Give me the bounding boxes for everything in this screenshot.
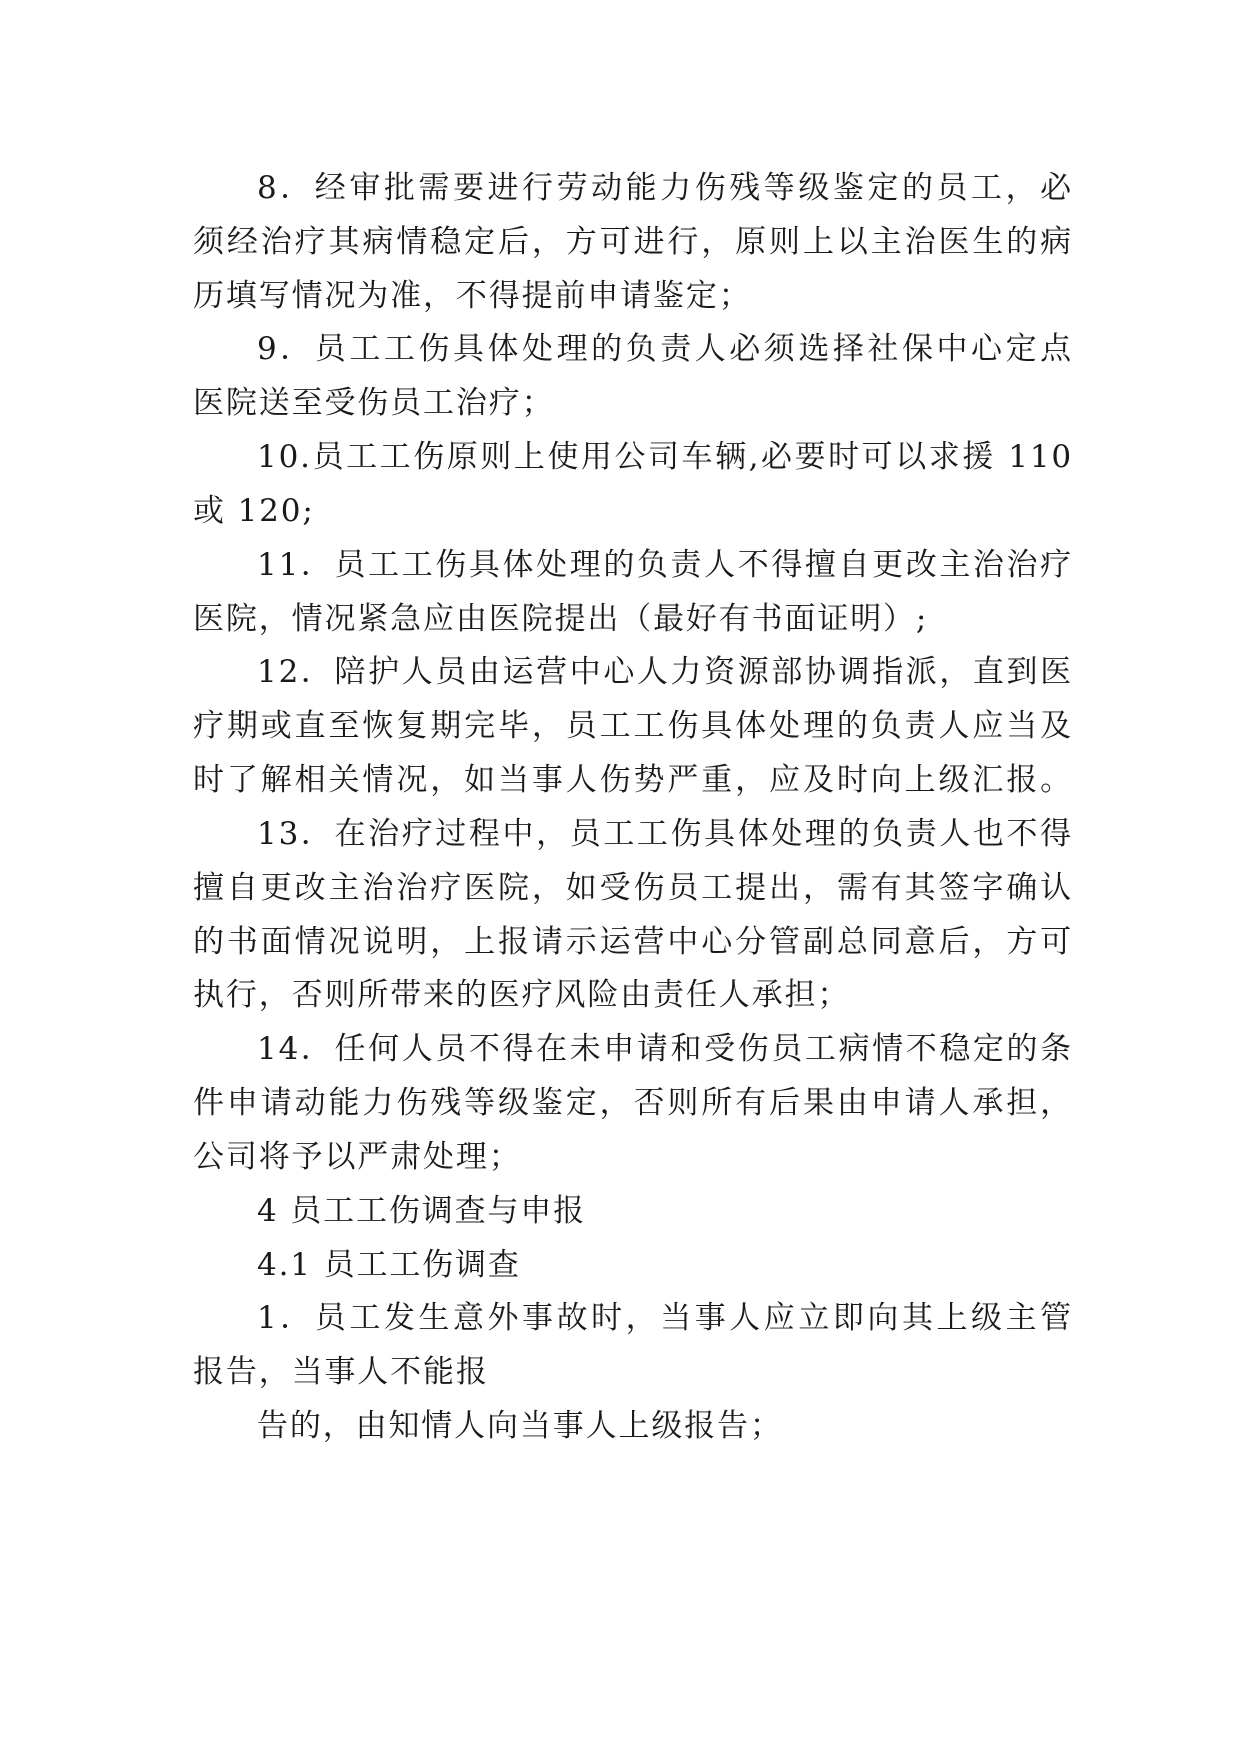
section-heading: 4 员工工伤调查与申报	[257, 1193, 587, 1229]
paragraph-line: 的书面情况说明，上报请示运营中心分管副总同意后，方可	[193, 924, 1073, 960]
paragraph-line: 件申请动能力伤残等级鉴定，否则所有后果由申请人承担，	[193, 1085, 1073, 1121]
paragraph-line: 14．任何人员不得在未申请和受伤员工病情不稳定的条	[257, 1031, 1073, 1067]
paragraph-line: 医院，情况紧急应由医院提出（最好有书面证明）;	[193, 601, 929, 637]
paragraph-line: 1．员工发生意外事故时，当事人应立即向其上级主管	[257, 1300, 1073, 1336]
paragraph-line: 告的，由知情人向当事人上级报告；	[257, 1408, 783, 1444]
paragraph-line: 11．员工工伤具体处理的负责人不得擅自更改主治治疗	[257, 547, 1073, 583]
paragraph-line: 时了解相关情况，如当事人伤势严重，应及时向上级汇报。	[193, 762, 1073, 798]
paragraph-line: 或 120;	[193, 493, 315, 529]
paragraph-line: 须经治疗其病情稳定后，方可进行，原则上以主治医生的病	[193, 224, 1073, 260]
paragraph-line: 历填写情况为准，不得提前申请鉴定；	[193, 278, 752, 314]
paragraph-line: 擅自更改主治治疗医院，如受伤员工提出，需有其签字确认	[193, 870, 1073, 906]
paragraph-line: 公司将予以严肃处理；	[193, 1139, 522, 1175]
paragraph-line: 8．经审批需要进行劳动能力伤残等级鉴定的员工，必	[257, 170, 1073, 206]
paragraph-line: 12．陪护人员由运营中心人力资源部协调指派，直到医	[257, 654, 1073, 690]
paragraph-line: 10.员工工伤原则上使用公司车辆,必要时可以求援 110	[257, 439, 1073, 475]
paragraph-line: 疗期或直至恢复期完毕，员工工伤具体处理的负责人应当及	[193, 708, 1073, 744]
paragraph-line: 9．员工工伤具体处理的负责人必须选择社保中心定点	[257, 331, 1073, 367]
paragraph-line: 医院送至受伤员工治疗；	[193, 385, 555, 421]
paragraph-line: 报告，当事人不能报	[193, 1354, 489, 1390]
subsection-heading: 4.1 员工工伤调查	[257, 1247, 521, 1283]
paragraph-line: 执行，否则所带来的医疗风险由责任人承担；	[193, 977, 851, 1013]
paragraph-line: 13．在治疗过程中，员工工伤具体处理的负责人也不得	[257, 816, 1073, 852]
